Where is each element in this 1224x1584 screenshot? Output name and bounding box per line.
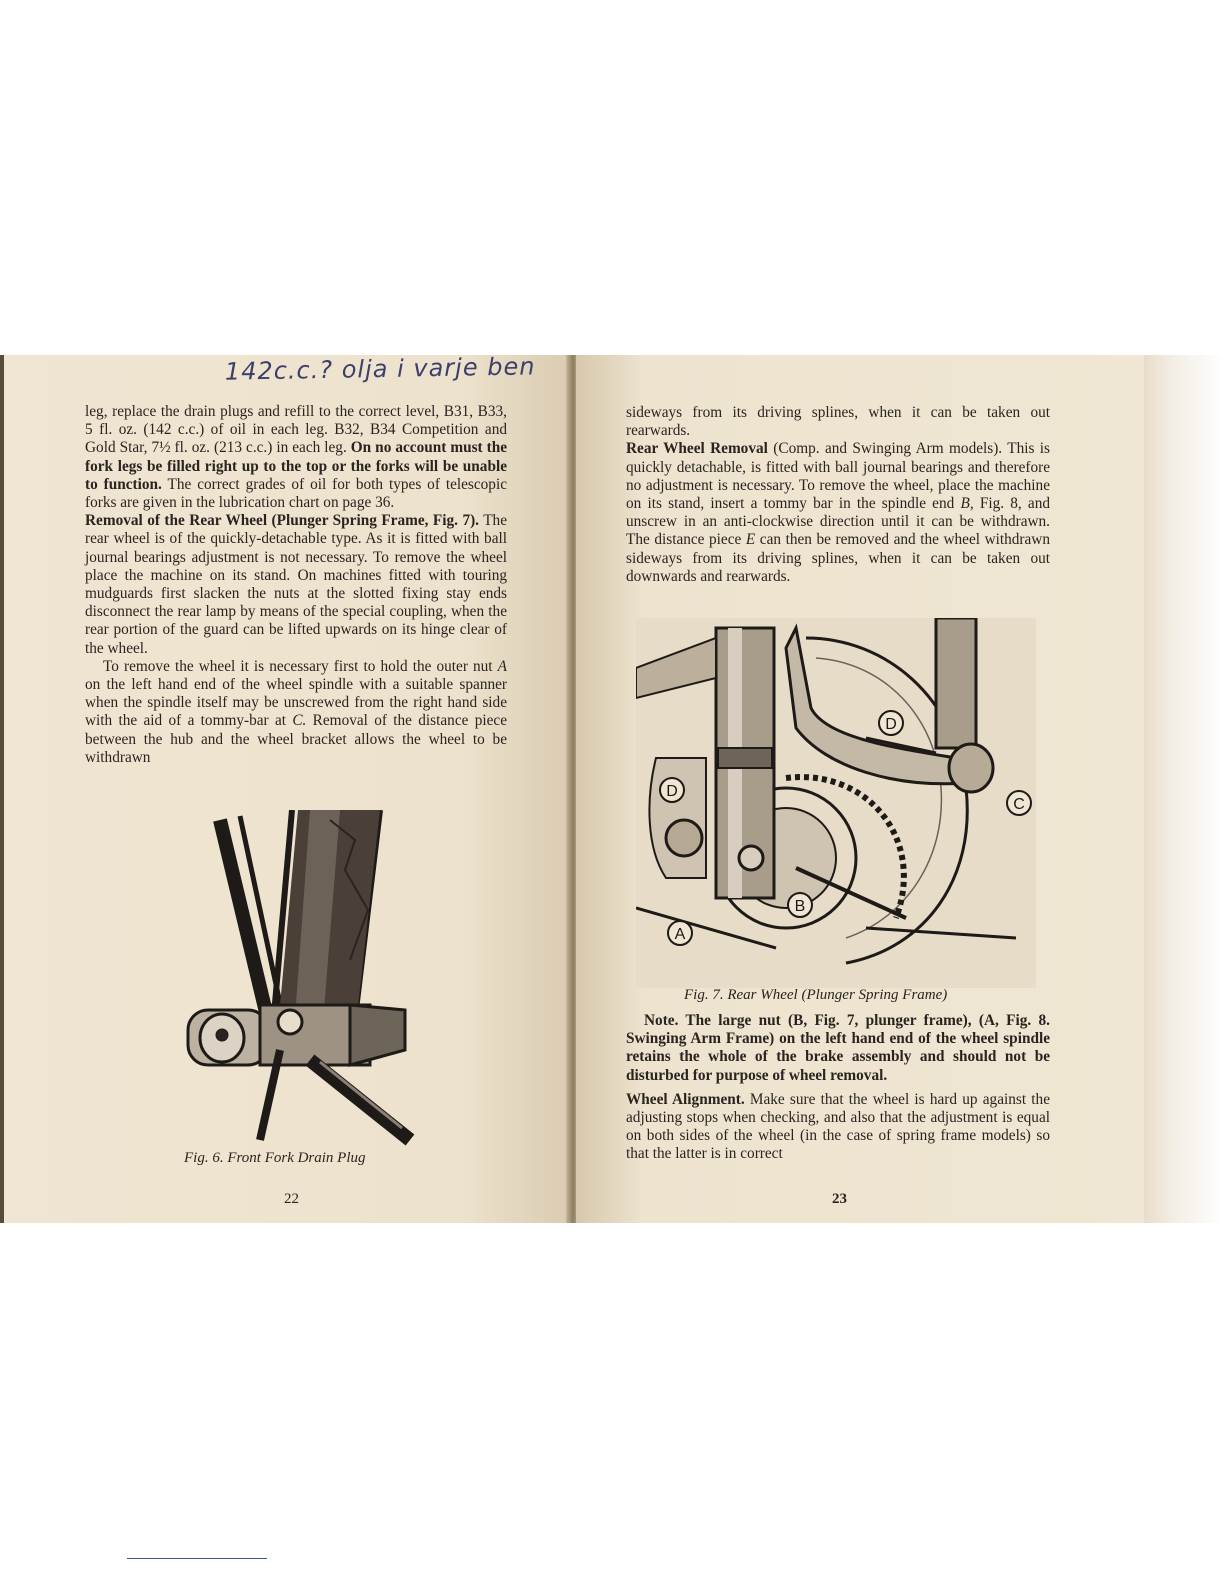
- svg-text:C: C: [1013, 796, 1025, 813]
- right-page: [576, 355, 1144, 1223]
- left-page: [0, 352, 576, 1223]
- figure-label-b: [788, 893, 812, 917]
- scan-edge: [0, 355, 4, 1223]
- text-span: C.: [292, 712, 307, 730]
- right-lower-text: [626, 1012, 1050, 1164]
- text-span: Note. The large nut (B, Fig. 7, plunger frame), (A, Fig. 8. Swinging Arm Frame) on the left hand end of the wheel spindle retains the whole of the brake assembly and should not be disturbed for purpose of wheel removal.: [626, 1012, 1050, 1084]
- figure-label-d-right: [879, 711, 903, 735]
- rear-wheel-plunger-figure: [636, 618, 1036, 988]
- svg-text:D: D: [666, 783, 678, 800]
- paragraph: [626, 404, 1050, 440]
- text-span: can then be removed and the wheel withdrawn sideways from its driving splines, when it can be taken out downwards and rearwards.: [626, 531, 1050, 585]
- figure-caption: Fig. 6. Front Fork Drain Plug: [184, 1150, 366, 1166]
- text-span: To remove the wheel it is necessary first to hold the outer nut: [103, 657, 498, 675]
- figure-label-a: [668, 921, 692, 945]
- text-span: on the left hand end of the wheel spindle with a suitable spanner when the spindle itself may be unscrewed from the right hand side with the aid of a tommy-bar at: [85, 676, 507, 730]
- right-text-column: [626, 404, 1050, 586]
- text-span: Removal of the distance piece between the hub and the wheel bracket allows the wheel to be withdrawn: [85, 712, 507, 766]
- paragraph: [85, 403, 507, 512]
- svg-text:D: D: [885, 716, 897, 733]
- figure-label-c: [1007, 791, 1031, 815]
- alignment-paragraph: [626, 1091, 1050, 1164]
- page-number: 22: [284, 1191, 299, 1207]
- left-text-column: [85, 403, 507, 767]
- text-span: Make sure that the wheel is hard up against the adjusting stops when checking, and also that the adjustment is equal on both sides of the wheel (in the case of spring frame models) so that the latter is in correct: [626, 1090, 1050, 1163]
- text-span: B,: [960, 495, 974, 513]
- page-number: 23: [832, 1191, 847, 1207]
- text-span: E: [745, 531, 756, 549]
- text-span: The rear wheel is of the quickly-detachable type. As it is fitted with ball journal bearings adjustment is not necessary. To remove the wheel place the machine on its stand. On machines fitted with touring mudguards first slacken the nuts at the slotted fixing stay ends disconnect the rear lamp by means of the special coupling, when the rear portion of the guard can be lifted upwards on its hinge clear of the wheel.: [85, 512, 507, 657]
- text-span: sideways from its driving splines, when it can be taken out rearwards.: [626, 404, 1050, 440]
- figure-label-d-left: [660, 778, 684, 802]
- paragraph: [85, 658, 507, 767]
- text-span: A: [497, 657, 507, 675]
- text-span: On no account must the fork legs be filled right up to the top or the forks will be unable to function.: [85, 439, 508, 493]
- text-span: Rear Wheel Removal: [626, 440, 768, 458]
- text-span: leg, replace the drain plugs and refill to the correct level, B31, B33, 5 fl. oz. (142 c.c.) of oil in each leg. B32, B34 Competition and Gold Star, 7½ fl. oz. (213 c.c.) in each leg.: [85, 403, 507, 457]
- text-span: Removal of the Rear Wheel (Plunger Spring Frame, Fig. 7).: [85, 512, 480, 530]
- paragraph: [626, 440, 1050, 586]
- book-scan: [0, 352, 1224, 1223]
- front-fork-drain-plug-figure: [180, 810, 420, 1150]
- text-span: The correct grades of oil for both types of telescopic forks are given in the lubrication chart on page 36.: [85, 475, 507, 512]
- svg-text:A: A: [674, 926, 686, 943]
- handwritten-note: 142c.c.? olja i varje ben: [224, 352, 536, 386]
- note-paragraph: [626, 1012, 1050, 1085]
- footer-link-underline: [127, 1558, 267, 1559]
- figure-caption: Fig. 7. Rear Wheel (Plunger Spring Frame): [684, 987, 948, 1003]
- svg-text:B: B: [794, 898, 806, 915]
- text-span: (Comp. and Swinging Arm models). This is quickly detachable, is fitted with ball journal bearings and therefore no adjustment is necessary. To remove the wheel, place the machine on its stand, insert a tommy bar in the spindle end: [626, 440, 1050, 513]
- text-span: Fig. 8, and unscrew in an anti-clockwise direction until it can be withdrawn. The distance piece: [626, 495, 1050, 549]
- scan-right-edge: [1144, 355, 1224, 1223]
- text-span: Wheel Alignment.: [626, 1090, 745, 1108]
- paragraph: [85, 512, 507, 658]
